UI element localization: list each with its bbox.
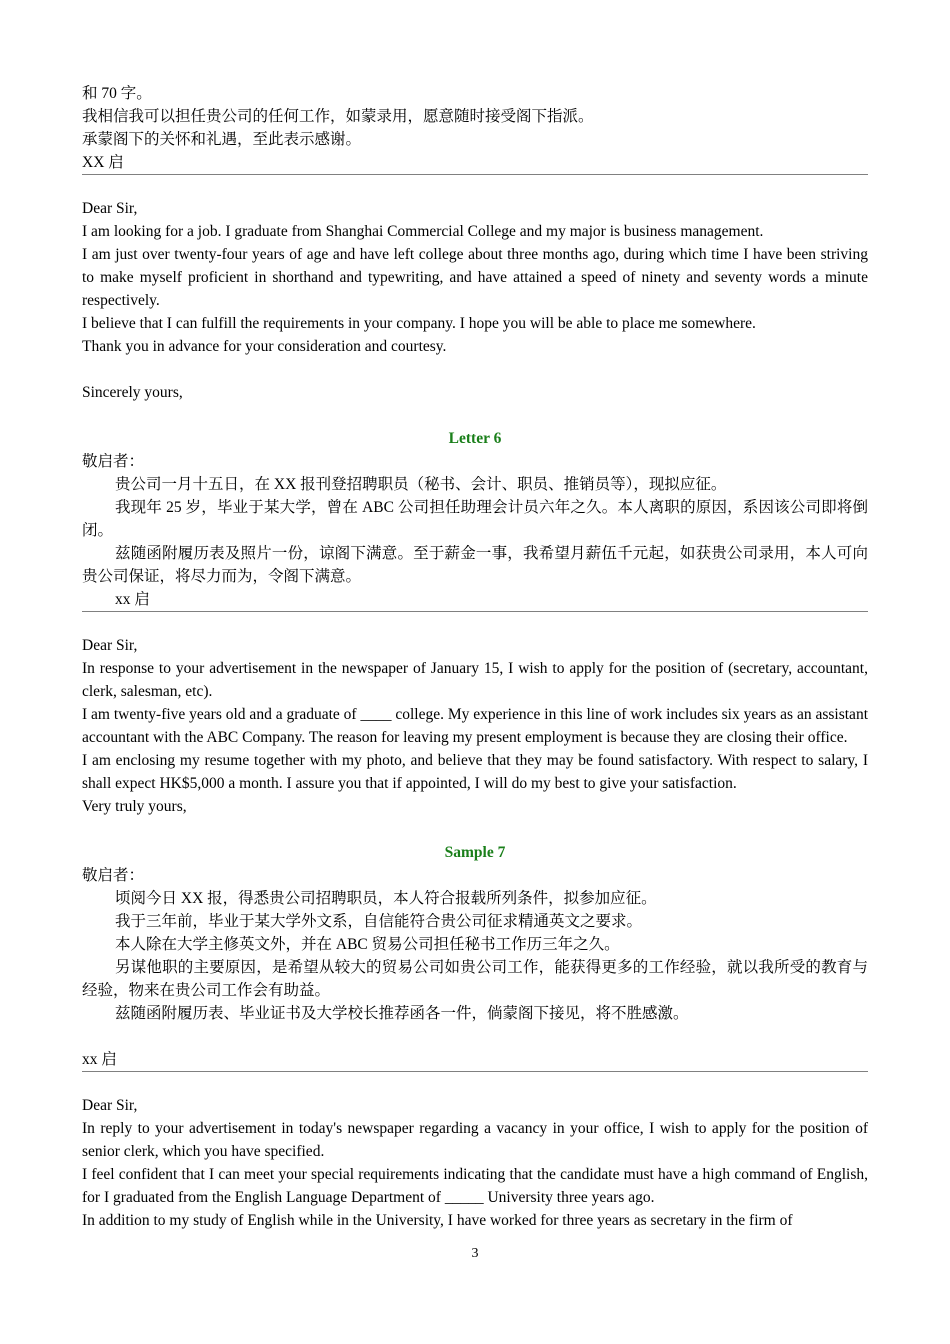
cn-signature: xx 启: [115, 591, 150, 608]
en-salutation: Dear Sir,: [82, 200, 138, 217]
cn-paragraph: 本人除在大学主修英文外，并在 ABC 贸易公司担任秘书工作历三年之久。: [115, 936, 620, 953]
cn-paragraph: 贵公司一月十五日，在 XX 报刊登招聘职员（秘书、会计、职员、推销员等），现拟应征。: [115, 476, 727, 493]
cn-text-line: 我相信我可以担任贵公司的任何工作，如蒙录用，愿意随时接受阁下指派。: [82, 108, 594, 125]
en-closing: Sincerely yours,: [82, 384, 183, 401]
en-salutation: Dear Sir,: [82, 637, 138, 654]
en-paragraph: I believe that I can fulfill the requirements in your company. I hope you will be able to place me somewhere.: [82, 315, 756, 332]
en-paragraph: I am looking for a job. I graduate from Shanghai Commercial College and my major is business management.: [82, 223, 764, 240]
en-paragraph: I am twenty-five years old and a graduate of ____ college. My experience in this line of work includes six years as an assistant accountant with the ABC Company. The reason for leaving my present employment is because they are closing their office.: [82, 706, 868, 746]
page-number: 3: [471, 1246, 479, 1261]
cn-paragraph: 兹随函附履历表及照片一份，谅阁下满意。至于薪金一事，我希望月薪伍千元起，如获贵公司录用，本人可向贵公司保证，将尽力而为，令阁下满意。: [82, 545, 868, 585]
en-paragraph: In response to your advertisement in the newspaper of January 15, I wish to apply for the position of (secretary, accountant, clerk, salesman, etc).: [82, 660, 868, 700]
en-paragraph: In reply to your advertisement in today's newspaper regarding a vacancy in your office, I wish to apply for the position of senior clerk, which you have specified.: [82, 1120, 868, 1160]
en-paragraph: In addition to my study of English while in the University, I have worked for three years as secretary in the firm of: [82, 1212, 793, 1229]
en-paragraph: Thank you in advance for your consideration and courtesy.: [82, 338, 447, 355]
en-paragraph: I feel confident that I can meet your special requirements indicating that the candidate must have a high command of English, for I graduated from the English Language Department of _____ University three years ago.: [82, 1166, 868, 1206]
en-paragraph: I am just over twenty-four years of age and have left college about three months ago, during which time I have been striving to make myself proficient in shorthand and typewriting, and have attained a speed of ninety and seventy words a minute respectively.: [82, 246, 868, 309]
cn-text-line: 和 70 字。: [82, 85, 152, 102]
cn-paragraph: 我现年 25 岁，毕业于某大学，曾在 ABC 公司担任助理会计员六年之久。本人离职的原因，系因该公司即将倒闭。: [82, 499, 868, 539]
cn-paragraph: 兹随函附履历表、毕业证书及大学校长推荐函各一件，倘蒙阁下接见，将不胜感激。: [115, 1005, 689, 1022]
en-salutation: Dear Sir,: [82, 1097, 138, 1114]
cn-signature: XX 启: [82, 154, 124, 171]
cn-salutation: 敬启者：: [82, 453, 145, 470]
cn-text-line: 承蒙阁下的关怀和礼遇，至此表示感谢。: [82, 131, 362, 148]
en-paragraph: I am enclosing my resume together with my photo, and believe that they may be found satisfactory. With respect to salary, I shall expect HK$5,000 a month. I assure you that if appointed, I will do my best to give your satisfaction.: [82, 752, 868, 792]
cn-paragraph: 顷阅今日 XX 报，得悉贵公司招聘职员，本人符合报载所列条件，拟参加应征。: [115, 890, 657, 907]
cn-signature: xx 启: [82, 1051, 117, 1068]
cn-paragraph: 我于三年前，毕业于某大学外文系，自信能符合贵公司征求精通英文之要求。: [115, 913, 643, 930]
cn-salutation: 敬启者：: [82, 867, 145, 884]
section-heading: Letter 6: [448, 430, 502, 447]
en-closing: Very truly yours,: [82, 798, 187, 815]
section-heading: Sample 7: [444, 844, 506, 861]
cn-paragraph: 另谋他职的主要原因，是希望从较大的贸易公司如贵公司工作，能获得更多的工作经验，就以我所受的教育与经验，物来在贵公司工作会有助益。: [82, 959, 868, 999]
document-page: [82, 82, 868, 1232]
